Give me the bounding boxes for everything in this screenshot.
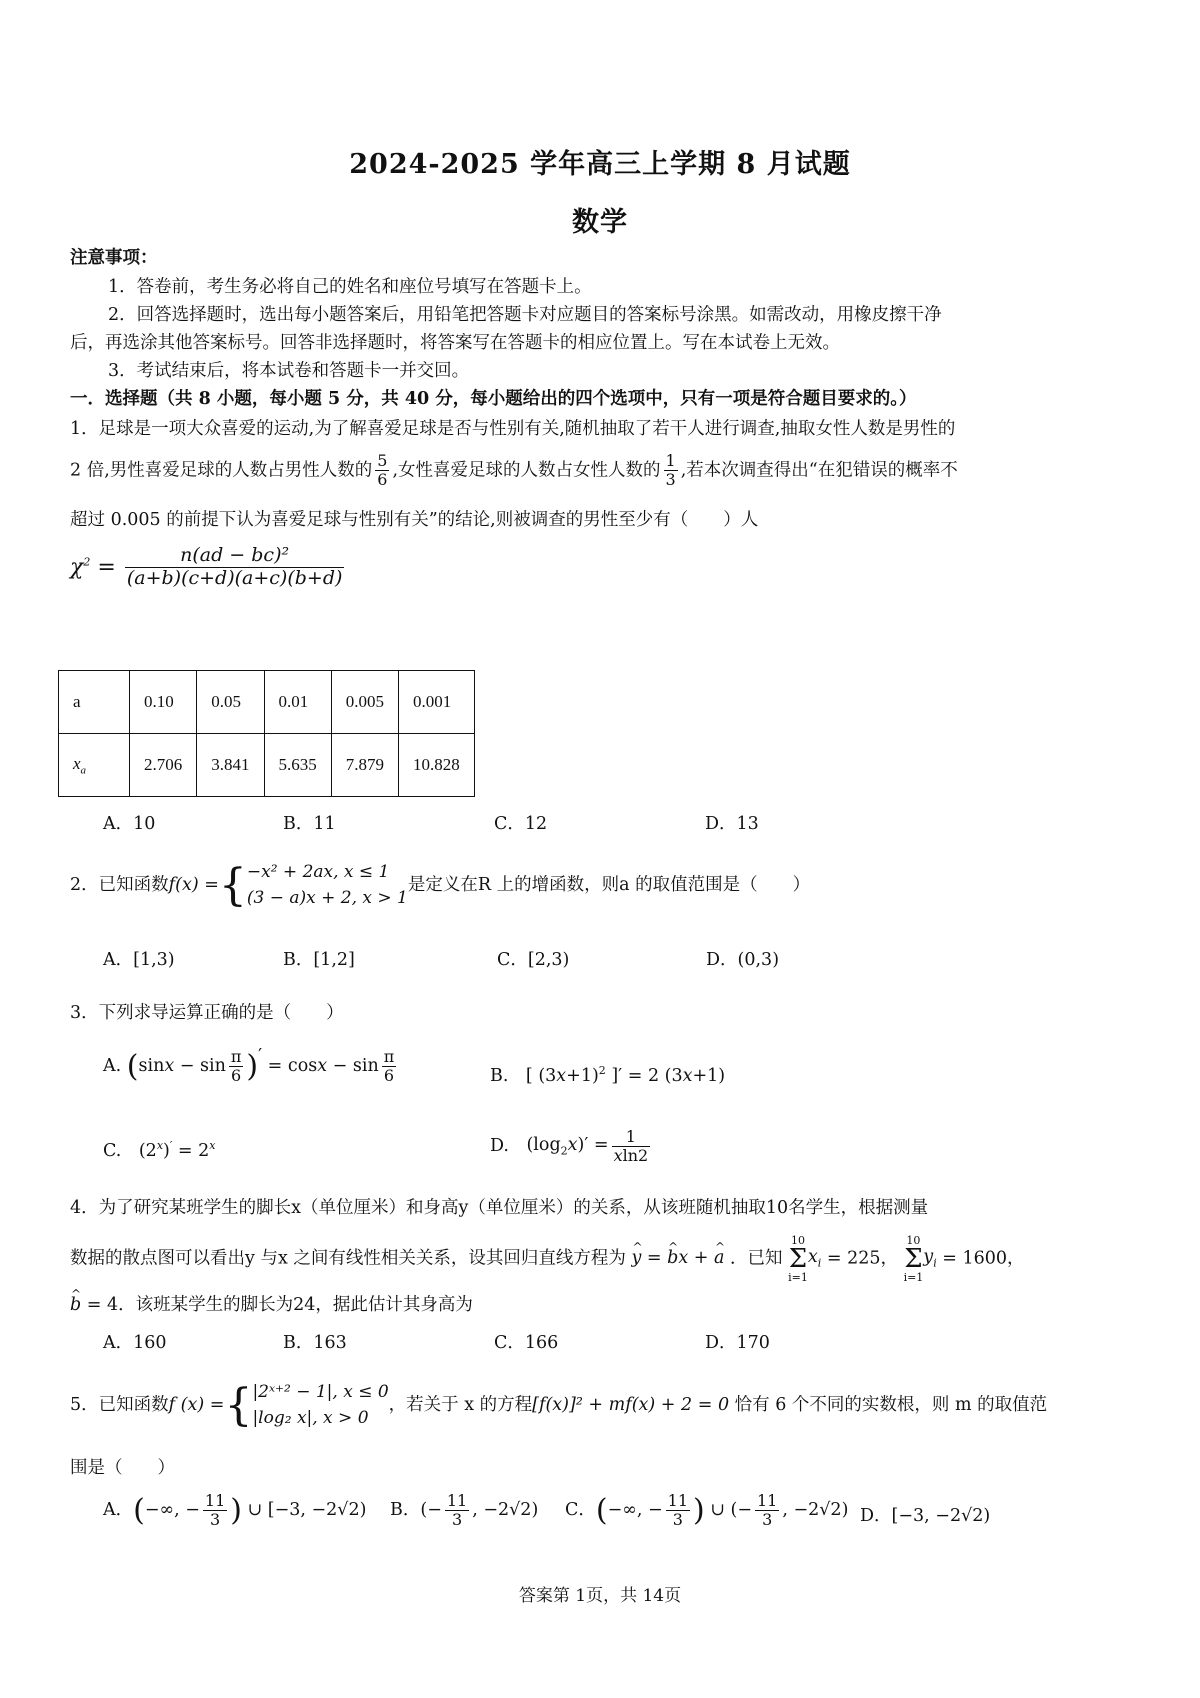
q4-option-d: D．170 [705,1333,770,1353]
note-item-2b: 后，再选涂其他答案标号。回答非选择题时，将答案写在答题卡的相应位置上。写在本试卷上无效。 [70,333,840,353]
q3-option-a: A. (sinx − sin $\frac{\pi}{6}$ )′ = cosx − sin $\frac{\pi}{6}$ [103,1046,395,1086]
q2-option-a: A．[1,3) [103,950,175,970]
q2-option-d: D．(0,3) [706,950,780,970]
q4-option-a: A．160 [103,1333,167,1353]
q5-option-a: A．(−∞, − $\frac{11}{3}$ ) ∪ [−3, −2√2) [103,1491,367,1530]
notes-heading: 注意事项： [70,248,158,268]
q4-option-b: B．163 [283,1333,347,1353]
q5-option-d: D．[−3, −2√2) [860,1506,991,1526]
q3-stem: 3．下列求导运算正确的是（ ） [70,1003,344,1023]
q1-line1: 1．足球是一项大众喜爱的运动,为了解喜爱足球是否与性别有关,随机抽取了若干人进行调查,抽取女性人数是男性的 [70,419,956,439]
q1-option-c: C．12 [494,814,548,834]
note-item-3: 3．考试结束后，将本试卷和答题卡一并交回。 [108,361,470,381]
q2-option-b: B．[1,2] [283,950,355,970]
chi-square-formula [70,545,347,590]
q4-line1: 4．为了研究某班学生的脚长x（单位厘米）和身高y（单位厘米）的关系，从该班随机抽取10名学生，根据测量 [70,1198,929,1218]
table-row: a 0.10 0.05 0.01 0.005 0.001 [59,671,475,734]
q1-line2: 2 倍,男性喜爱足球的人数占男性人数的 $\frac{5}{6}$ ,女性喜爱足球的人数占女性人数的 $\frac{1}{3}$ ,若本次调查得出“在犯错误的概率不 [70,451,958,490]
page-footer: 答案第 1页，共 14页 [518,1586,682,1606]
q3-option-c: C. $(2^x)' = 2^x$ [103,1139,216,1161]
subject-title: 数学 [572,207,628,238]
exam-title: 2024-2025 学年高三上学期 8 月试题 [349,149,851,180]
critical-value-table [58,670,475,797]
q5-option-b: B．(− $\frac{11}{3}$ , −2√2) [390,1491,539,1530]
table-row: $x_a$ 2.706 3.841 5.635 7.879 10.828 [59,734,475,797]
formula-numerator: n(ad − bc)² [125,545,345,568]
section-heading: 一．选择题（共 8 小题，每小题 5 分，共 40 分，每小题给出的四个选项中，只有一项是符合题目要求的。） [70,389,917,409]
q3-option-b: B. [ $(3x+1)^2$ ]′ = 2 (3x+1) [490,1064,726,1086]
q2-stem: 2．已知函数f(x) ={ −x² + 2ax, x ≤ 1 (3 − a)x + 2, x > 1 是定义在R 上的增函数，则a 的取值范围是（ ） [70,859,811,911]
chi-symbol: $\chi^2$ = [70,554,116,580]
q3-option-d: D. $(\log_2x)'$ = $\frac{1}{xln2}$ [490,1127,649,1166]
note-item-2a: 2．回答选择题时，选出每小题答案后，用铅笔把答题卡对应题目的答案标号涂黑。如需改动，用橡皮擦干净 [108,305,942,325]
q2-piecewise: −x² + 2ax, x ≤ 1 (3 − a)x + 2, x > 1 [246,862,408,908]
q1-frac-five-sixths: $\frac{5}{6}$ [377,451,388,490]
q5-stem: 5．已知函数f (x) ={ |2ˣ⁺² − 1|, x ≤ 0 |log₂ x|, x > 0 ，若关于 x 的方程[f(x)]² + mf(x) + 2 = 0 恰有 6 个不同的实数根，则 m 的取值范 [70,1379,1048,1431]
q5-option-c: C．(−∞, − $\frac{11}{3}$ ) ∪ (− $\frac{11}{3}$ , −2√2) [565,1491,849,1530]
note-item-1: 1．答卷前，考生务必将自己的姓名和座位号填写在答题卡上。 [108,277,592,297]
q4-line3: ^ b = 4．该班某学生的脚长为24，据此估计其身高为 [70,1297,473,1315]
formula-denominator: (a+b)(c+d)(a+c)(b+d) [126,566,343,589]
q4-line2: 数据的散点图可以看出y 与x 之间有线性相关关系，设其回归直线方程为 ^ y = ^ bx + ^ a ．已知 10 Σ $i=1x_i = 225$， 10 Σ $i=1y_i = 1600$， [70,1235,1025,1283]
q1-line3: 超过 0.005 的前提下认为喜爱足球与性别有关”的结论,则被调查的男性至少有（ ）人 [70,510,759,530]
q4-option-c: C．166 [494,1333,559,1353]
q1-option-d: D．13 [705,814,759,834]
q1-frac-one-third: $\frac{1}{3}$ [665,451,676,490]
q5-line2: 围是（ ） [70,1458,175,1478]
q1-option-b: B．11 [283,814,336,834]
q5-piecewise: |2ˣ⁺² − 1|, x ≤ 0 |log₂ x|, x > 0 [252,1382,389,1428]
q2-option-c: C．[2,3) [497,950,570,970]
q1-option-a: A．10 [103,814,156,834]
